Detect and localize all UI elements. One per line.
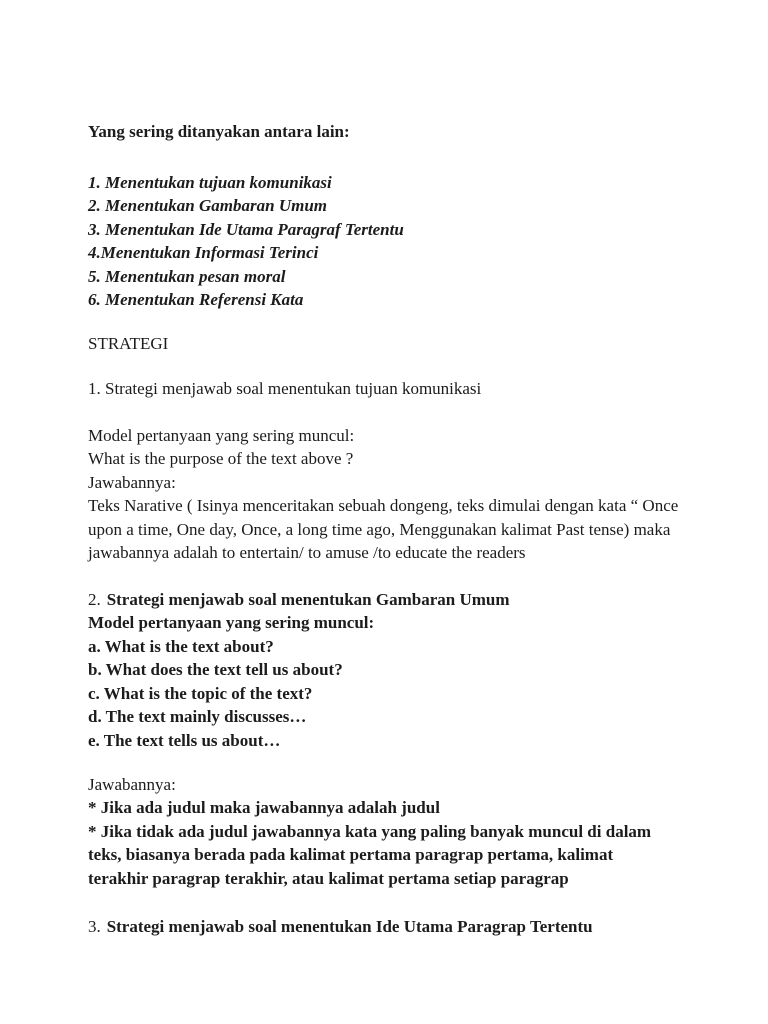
strategy2-number: 2. <box>88 589 101 609</box>
answer-line: * Jika tidak ada judul jawabannya kata yang paling banyak muncul di dalam <box>88 821 652 841</box>
paragraph-line: jawabannya adalah to entertain/ to amuse /to educate the readers <box>88 543 526 562</box>
strategy2-title-text: Strategi menjawab soal menentukan Gambaran Umum <box>106 589 510 609</box>
document-content <box>88 120 688 938</box>
strategy1-title: 1. Strategi menjawab soal menentukan tujuan komunikasi <box>88 378 482 398</box>
strategy-section-heading: STRATEGI <box>88 333 169 353</box>
question-type-item: 1. Menentukan tujuan komunikasi <box>88 172 332 192</box>
question-type-item: 3. Menentukan Ide Utama Paragraf Tertentu <box>88 219 404 239</box>
strategy3-title <box>88 915 688 939</box>
strategy2-block <box>88 588 688 753</box>
answer-line: terakhir paragrap terakhir, atau kalimat pertama setiap paragrap <box>88 868 569 888</box>
question-option: a. What is the text about? <box>88 636 274 656</box>
strategy1-body <box>88 424 688 565</box>
answer-label: Jawabannya: <box>88 774 176 794</box>
strategy2-subtitle: Model pertanyaan yang sering muncul: <box>88 613 375 632</box>
intro-heading: Yang sering ditanyakan antara lain: <box>88 122 350 141</box>
question-option: d. The text mainly discusses… <box>88 707 307 726</box>
paragraph-line: upon a time, One day, Once, a long time ago, Menggunakan kalimat Past tense) maka <box>88 519 671 539</box>
question-option: e. The text tells us about… <box>88 730 281 750</box>
question-type-item: 5. Menentukan pesan moral <box>88 266 286 286</box>
strategy2-title <box>88 588 688 612</box>
paragraph-line: Model pertanyaan yang sering muncul: <box>88 425 355 445</box>
paragraph-line: Teks Narative ( Isinya menceritakan sebuah dongeng, teks dimulai dengan kata “ Once <box>88 496 679 515</box>
answer-line: * Jika ada judul maka jawabannya adalah judul <box>88 798 440 817</box>
strategy2-answer-block <box>88 773 688 891</box>
question-type-item: 6. Menentukan Referensi Kata <box>88 290 304 309</box>
paragraph-line: What is the purpose of the text above ? <box>88 449 354 468</box>
paragraph-line: Jawabannya: <box>88 472 176 492</box>
answer-line: teks, biasanya berada pada kalimat pertama paragrap pertama, kalimat <box>88 845 614 864</box>
question-option: c. What is the topic of the text? <box>88 683 313 703</box>
question-option: b. What does the text tell us about? <box>88 660 343 679</box>
question-type-item: 4.Menentukan Informasi Terinci <box>88 243 319 262</box>
question-types-list <box>88 171 688 312</box>
strategy3-number: 3. <box>88 916 101 936</box>
question-type-item: 2. Menentukan Gambaran Umum <box>88 196 327 215</box>
strategy3-title-text: Strategi menjawab soal menentukan Ide Utama Paragrap Tertentu <box>106 916 593 936</box>
